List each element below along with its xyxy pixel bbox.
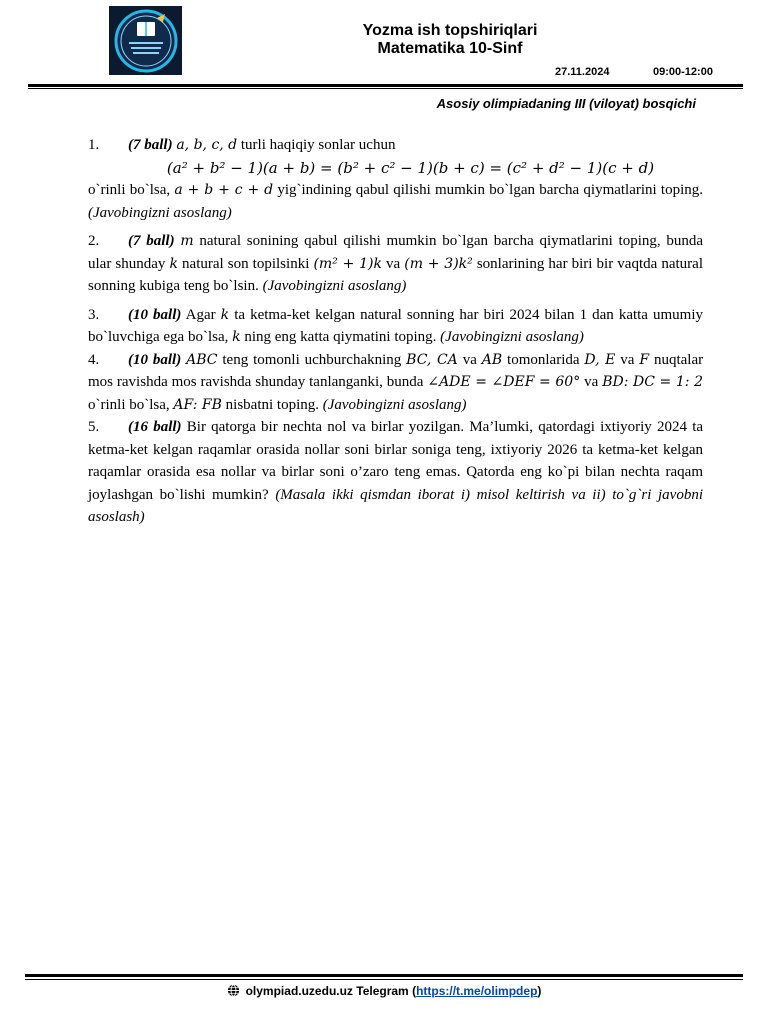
math-angles: ∠ADE = ∠DEF = 60° xyxy=(427,374,581,390)
problem-text: va xyxy=(462,351,477,368)
problem-text: turli haqiqiy sonlar uchun xyxy=(240,137,396,153)
problem-hint: (Javobingizni asoslang) xyxy=(322,396,467,413)
math-point: F xyxy=(639,351,650,368)
math-expression: a + b + c + d xyxy=(174,182,274,198)
problem-number: 5. xyxy=(88,419,100,435)
problem-text: Agar xyxy=(185,306,216,323)
exam-date: 27.11.2024 xyxy=(555,66,610,78)
problem-text: natural son topilsinki xyxy=(182,255,310,272)
problem-text: ning eng katta qiymatini toping. xyxy=(244,329,437,345)
school-book-logo-icon xyxy=(113,8,179,74)
problem-text: ta ketma-ket kelgan natural sonning har biri 2024 bilan 1 dan katta umumiy bo`luvchiga ega bo`lsa, xyxy=(88,306,704,345)
exam-time: 09:00-12:00 xyxy=(653,66,713,78)
math-expression: (m² + 1)k xyxy=(313,255,382,272)
problem-points: (10 ball) xyxy=(128,306,182,323)
problem-text: Bir qatorga bir nechta nol va birlar yozilgan. Ma’lumki, qatordagi ixtiyoriy 2024 ta ketma-ket kelgan raqamlar orasida nollar soni birlar soniga teng, ixtiyoriy 2026 ta ketma-ket kelgan raqamlar orasida esa nollar va birlar soni o’zaro teng emas. Qatorda eng ko`pi bilan nechta raqam joylashgan bo`lishi mumkin? xyxy=(88,419,704,503)
document-title xyxy=(300,22,600,58)
math-var: k xyxy=(220,306,230,323)
math-vars: a, b, c, d xyxy=(176,137,238,153)
header-divider xyxy=(28,84,743,89)
math-expression: (m + 3)k² xyxy=(404,255,473,272)
problem-4 xyxy=(88,349,703,417)
problem-text: va xyxy=(620,351,635,368)
problem-points: (16 ball) xyxy=(128,419,182,435)
problem-hint: (Javobingizni asoslang) xyxy=(262,278,407,294)
problem-number: 1. xyxy=(88,137,100,153)
problem-text: teng tomonli uchburchakning xyxy=(222,351,402,368)
problem-text: nuqtalar mos ravishda mos ravishda shunday tanlanganki, bunda xyxy=(88,351,704,390)
problem-number: 2. xyxy=(88,233,100,249)
telegram-link[interactable]: https://t.me/olimpdep xyxy=(416,984,538,998)
footer-close: ) xyxy=(537,984,542,998)
problem-text: sonlarining har biri bir vaqtda natural sonning kubiga teng bo`lsin. xyxy=(88,255,703,294)
problem-3 xyxy=(88,304,703,349)
problem-number: 4. xyxy=(88,351,100,368)
problem-text: o`rinli bo`lsa, xyxy=(88,396,170,413)
problem-text: natural sonining qabul qilishi mumkin bo`lgan barcha qiymatlarini toping, bunda ular shunday xyxy=(88,233,704,272)
problems-list xyxy=(88,134,703,535)
equation: (a² + b² − 1)(a + b) = (b² + c² − 1)(b + c) = (c² + d² − 1)(c + d) xyxy=(166,158,655,177)
problem-number: 3. xyxy=(88,306,100,323)
school-logo xyxy=(109,6,182,75)
problem-text: nisbatni toping. xyxy=(225,396,319,413)
problem-text: o`rinli bo`lsa, xyxy=(88,182,171,198)
footer xyxy=(0,984,768,1000)
problem-points: (7 ball) xyxy=(128,233,175,249)
math-var: m xyxy=(180,233,194,249)
math-points: D, E xyxy=(584,351,616,368)
problem-hint: (Javobingizni asoslang) xyxy=(440,329,584,345)
title-line-1: Yozma ish topshiriqlari xyxy=(362,22,538,39)
math-ratio: AF: FB xyxy=(173,396,222,413)
math-var: k xyxy=(232,329,241,345)
problem-text: va xyxy=(584,374,599,390)
problem-2 xyxy=(88,230,703,298)
footer-divider xyxy=(25,974,743,980)
problem-text: yig`indining qabul qilishi mumkin bo`lgan barcha qiymatlarini toping. xyxy=(277,182,704,198)
problem-1 xyxy=(88,134,703,224)
problem-text: va xyxy=(386,255,401,272)
math-var: k xyxy=(169,255,178,272)
math-side: AB xyxy=(481,351,503,368)
globe-icon xyxy=(227,984,240,1000)
problem-points: (7 ball) xyxy=(128,137,173,153)
olympiad-stage: Asosiy olimpiadaning III (viloyat) bosqichi xyxy=(436,96,696,111)
math-ratio: BD: DC = 1: 2 xyxy=(602,374,704,390)
footer-site: olympiad.uzedu.uz Telegram ( xyxy=(245,984,417,998)
problem-points: (10 ball) xyxy=(128,351,182,368)
problem-hint: (Javobingizni asoslang) xyxy=(88,204,232,221)
problem-5 xyxy=(88,416,703,529)
math-sides: BC, CA xyxy=(406,351,458,368)
problem-text: tomonlarida xyxy=(507,351,580,368)
problem-hint: (Masala ikki qismdan iborat i) misol keltirish va ii) to`g`ri javobni asoslash) xyxy=(88,486,703,525)
title-line-2: Matematika 10-Sinf xyxy=(377,40,523,57)
math-triangle: ABC xyxy=(186,351,218,368)
